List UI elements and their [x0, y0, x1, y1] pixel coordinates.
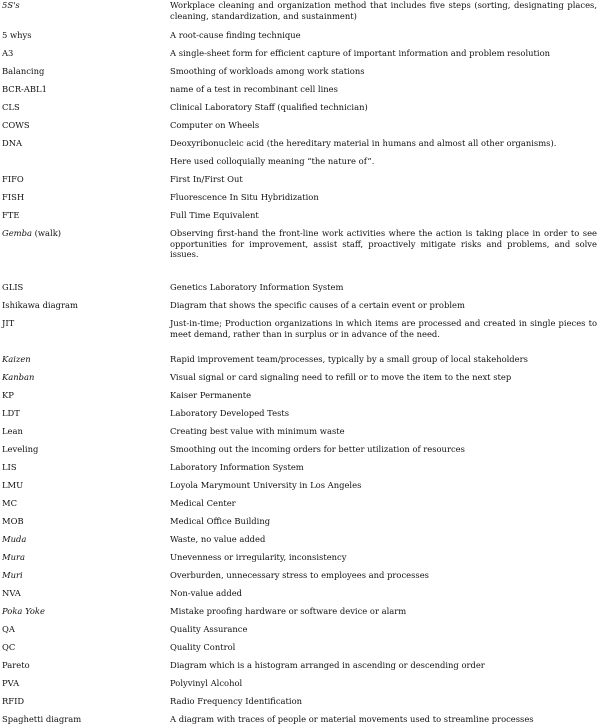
glossary-definition-text: A single-sheet form for efficient capture of important information and problem resolution [170, 48, 551, 58]
glossary-definition [170, 462, 597, 473]
glossary-term-text: FISH [2, 192, 25, 202]
glossary-definition-text: Unevenness or irregularity, inconsistency [170, 552, 347, 562]
glossary-definition [170, 372, 597, 383]
glossary-term [2, 588, 164, 599]
glossary-term-text: PVA [2, 678, 20, 688]
glossary-definition [170, 120, 597, 131]
glossary-definition [170, 300, 597, 311]
glossary-term-text: Mura [2, 552, 25, 562]
glossary-term [2, 192, 164, 203]
glossary-definition-text: Quality Assurance [170, 624, 248, 634]
glossary-definition [170, 480, 597, 491]
glossary-term-text: GLIS [2, 282, 24, 292]
glossary-definition-text: Fluorescence In Situ Hybridization [170, 192, 319, 202]
glossary-definition [170, 408, 597, 419]
glossary-definition-text: Deoxyribonucleic acid (the hereditary material in humans and almost all other organisms). [170, 138, 557, 148]
glossary-term [2, 570, 164, 581]
glossary-term [2, 318, 164, 329]
glossary-definition-text: name of a test in recombinant cell lines [170, 84, 338, 94]
glossary-term [2, 642, 164, 653]
glossary-term-suffix: (walk) [31, 228, 62, 238]
glossary-definition-text: Radio Frequency Identification [170, 696, 303, 706]
glossary-definition [170, 228, 597, 260]
glossary-term [2, 444, 164, 455]
glossary-term-text: BCR-ABL1 [2, 84, 47, 94]
glossary-definition [170, 354, 597, 365]
glossary-definition [170, 444, 597, 455]
glossary-definition-text: Overburden, unnecessary stress to employees and processes [170, 570, 429, 580]
glossary-definition-text: Kaiser Permanente [170, 390, 252, 400]
glossary-definition [170, 30, 597, 41]
glossary-definition-text: Smoothing out the incoming orders for better utilization of resources [170, 444, 465, 454]
glossary-definition [170, 606, 597, 617]
glossary-definition-text: Clinical Laboratory Staff (qualified technician) [170, 102, 368, 112]
glossary-term [2, 138, 164, 149]
glossary-definition [170, 714, 597, 725]
glossary-term [2, 660, 164, 671]
glossary-definition-text: Polyvinyl Alcohol [170, 678, 243, 688]
glossary-term [2, 408, 164, 419]
glossary-term-text: Lean [2, 426, 23, 436]
glossary-definition-text: Diagram which is a histogram arranged in ascending or descending order [170, 660, 485, 670]
glossary-definition-text: Full Time Equivalent [170, 210, 259, 220]
glossary-definition-text: Rapid improvement team/processes, typically by a small group of local stakeholders [170, 354, 528, 364]
glossary-term-text: COWS [2, 120, 30, 130]
glossary-term [2, 300, 164, 311]
glossary-definition-text: Visual signal or card signaling need to refill or to move the item to the next step [170, 372, 512, 382]
glossary-term-text: Kanban [2, 372, 35, 382]
glossary-term [2, 534, 164, 545]
glossary-term [2, 210, 164, 221]
glossary-term-text: LMU [2, 480, 24, 490]
glossary-definition-text: Mistake proofing hardware or software device or alarm [170, 606, 407, 616]
glossary-term [2, 426, 164, 437]
glossary-definition [170, 48, 597, 59]
glossary-definition-text: Creating best value with minimum waste [170, 426, 345, 436]
glossary-term [2, 354, 164, 365]
glossary-term [2, 120, 164, 131]
glossary-term [2, 678, 164, 689]
glossary-term [2, 606, 164, 617]
glossary-definition [170, 426, 597, 437]
glossary-definition [170, 678, 597, 689]
glossary-term [2, 372, 164, 383]
glossary-term [2, 0, 164, 11]
glossary-definition [170, 66, 597, 77]
glossary-definition [170, 84, 597, 95]
glossary-definition-text: Non-value added [170, 588, 243, 598]
glossary-term [2, 174, 164, 185]
glossary-term-text: LIS [2, 462, 17, 472]
glossary-definition [170, 570, 597, 581]
glossary-definition-text: Just-in-time; Production organizations in which items are processed and created in single pieces to meet demand, rather than in surplus or in advance of the need. [170, 318, 597, 339]
glossary-term-text: Muri [2, 570, 23, 580]
glossary-definition [170, 498, 597, 509]
glossary-definition-text: Observing first-hand the front-line work activities where the action is taking place in order to see opportunities for improvement, assist staff, proactively mitigate risks and problems, and solve issues. [170, 228, 597, 259]
glossary-term-text: FTE [2, 210, 20, 220]
glossary-term [2, 30, 164, 41]
glossary-definition [170, 534, 597, 545]
glossary-definition-text: Laboratory Information System [170, 462, 304, 472]
glossary-definition [170, 552, 597, 563]
glossary-term [2, 390, 164, 401]
glossary-definition [170, 390, 597, 401]
glossary-term [2, 282, 164, 293]
glossary-term-text: Pareto [2, 660, 30, 670]
glossary-definition-text: Diagram that shows the specific causes of a certain event or problem [170, 300, 465, 310]
glossary-term-text: Ishikawa diagram [2, 300, 78, 310]
glossary-definition [170, 696, 597, 707]
glossary-definition-text: Genetics Laboratory Information System [170, 282, 344, 292]
glossary-term [2, 66, 164, 77]
glossary-term-text: A3 [2, 48, 14, 58]
glossary-term-text: 5S's [2, 0, 20, 10]
glossary-term [2, 228, 164, 239]
glossary-term [2, 696, 164, 707]
glossary-definition-text: Medical Office Building [170, 516, 271, 526]
glossary-term-text: DNA [2, 138, 23, 148]
glossary-definition [170, 0, 597, 21]
glossary-term-text: KP [2, 390, 14, 400]
glossary-term [2, 516, 164, 527]
glossary-definition-text: Smoothing of workloads among work stations [170, 66, 365, 76]
glossary-term-text: MOB [2, 516, 24, 526]
glossary-definition [170, 588, 597, 599]
glossary-term [2, 462, 164, 473]
glossary-term-text: JIT [2, 318, 15, 328]
glossary-definition-text: Waste, no value added [170, 534, 266, 544]
glossary-definition-text: Medical Center [170, 498, 236, 508]
glossary-term [2, 84, 164, 95]
glossary-term-text: RFID [2, 696, 25, 706]
glossary-term [2, 102, 164, 113]
glossary-definition [170, 642, 597, 653]
glossary-term-text: QC [2, 642, 16, 652]
glossary-definition-text: Computer on Wheels [170, 120, 260, 130]
glossary-definition-text: A root-cause finding technique [170, 30, 301, 40]
glossary-definition [170, 138, 597, 166]
glossary-term-text: Spaghetti diagram [2, 714, 82, 724]
glossary-definition [170, 210, 597, 221]
glossary-term-text: Kaizen [2, 354, 31, 364]
glossary-definition [170, 192, 597, 203]
glossary-term [2, 48, 164, 59]
glossary-term-text: FIFO [2, 174, 24, 184]
glossary-term-text: NVA [2, 588, 21, 598]
glossary-definition-text: Quality Control [170, 642, 236, 652]
glossary-term-text: Muda [2, 534, 27, 544]
glossary-term-text: CLS [2, 102, 20, 112]
glossary-definition [170, 174, 597, 185]
glossary-term [2, 714, 164, 725]
glossary-definition [170, 102, 597, 113]
glossary-definition-text: First In/First Out [170, 174, 243, 184]
glossary-definition-text: Workplace cleaning and organization method that includes five steps (sorting, designating places, cleaning, standardization, and sustainment) [170, 0, 597, 21]
glossary-definition [170, 282, 597, 293]
glossary-definition-text: Loyola Marymount University in Los Angeles [170, 480, 362, 490]
glossary-term-text: Leveling [2, 444, 39, 454]
glossary-term [2, 624, 164, 635]
glossary-term-text: QA [2, 624, 15, 634]
glossary-term [2, 480, 164, 491]
glossary-definition [170, 516, 597, 527]
glossary-term-text: Balancing [2, 66, 45, 76]
glossary-term-text: MC [2, 498, 17, 508]
glossary-definition [170, 318, 597, 339]
glossary-definition-note: Here used colloquially meaning “the nature of”. [170, 155, 375, 166]
glossary-term [2, 552, 164, 563]
glossary-definition-text: A diagram with traces of people or material movements used to streamline processes [170, 714, 534, 724]
glossary-term-text: Gemba [2, 228, 32, 238]
glossary-definition [170, 624, 597, 635]
glossary-definition-text: Laboratory Developed Tests [170, 408, 290, 418]
glossary-term-text: Poka Yoke [2, 606, 45, 616]
glossary-term-text: 5 whys [2, 30, 32, 40]
glossary-definition [170, 660, 597, 671]
glossary-term-text: LDT [2, 408, 20, 418]
glossary-term [2, 498, 164, 509]
